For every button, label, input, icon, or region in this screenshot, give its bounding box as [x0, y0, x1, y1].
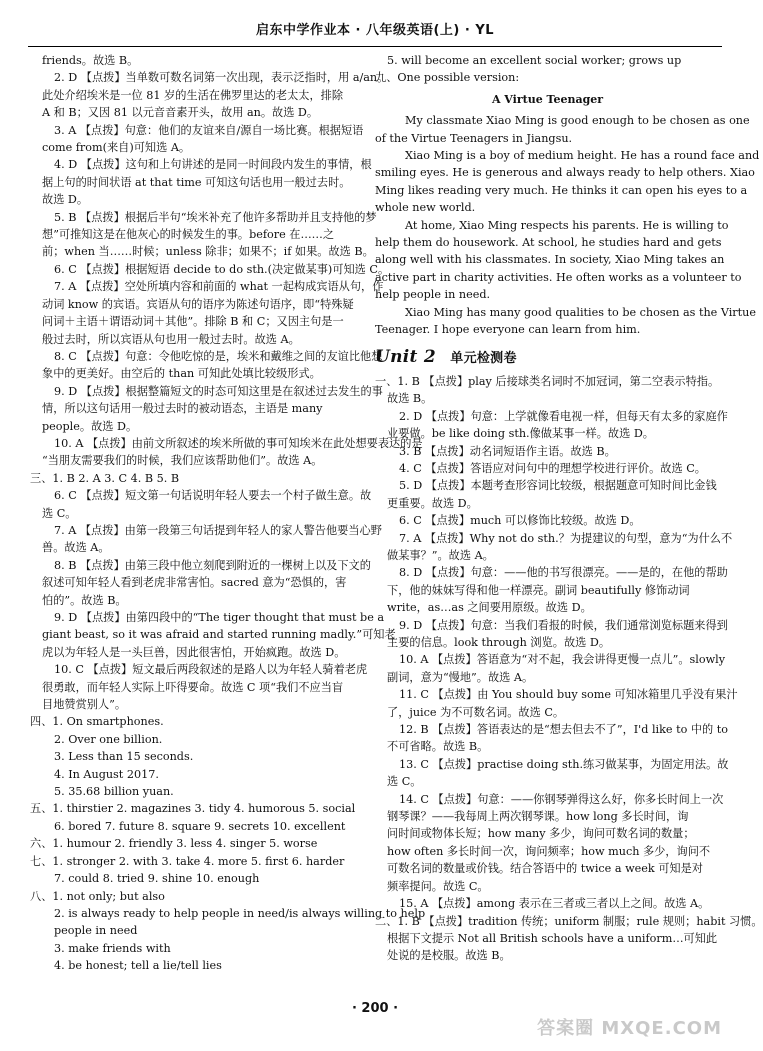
text-line: 动词 know 的宾语。宾语从句的语序为陈述句语序，即“特殊疑 [42, 297, 354, 311]
text-line: 副词，意为“慢地”。故选 A。 [387, 670, 534, 684]
text-line: come from(来自)可知选 A。 [42, 141, 191, 155]
text-line: 9. D 【点拨】由第四段中的“The tiger thought that must be a [54, 611, 385, 624]
text-line: 虎以为年轻人是一头巨兽，因此很害怕，开始疯跑。故选 D。 [42, 645, 346, 659]
text-line: 10. C 【点拨】短文最后两段叙述的是路人以为年轻人骑着老虎 [54, 663, 368, 677]
text-line: 般过去时，所以宾语从句也用一般过去时。故选 A。 [42, 332, 300, 346]
text-line: 2. D 【点拨】句意：上学就像看电视一样，但每天有太多的家庭作 [399, 409, 728, 423]
text-line: 2. Over one billion. [54, 732, 163, 746]
text-line: people。故选 D。 [42, 419, 138, 433]
text-line: 叙述可知年轻人看到老虎非常害怕。sacred 意为“恐惧的，害 [42, 576, 347, 590]
text-line: 六、1. humour 2. friendly 3. less 4. singer 5. worse [30, 837, 318, 851]
text-line: 四、1. On smartphones. [30, 715, 164, 729]
text-line: 兽。故选 A。 [42, 541, 110, 555]
text-line: 7. A 【点拨】空处所填内容和前面的 what 一起构成宾语从句，作 [54, 280, 384, 294]
text-line: 根据下文提示 Not all British schools have a uniform…可知此 [387, 931, 718, 945]
text-line: 11. C 【点拨】由 You should buy some 可知冰箱里几乎没有果汁 [399, 688, 738, 702]
text-line: 据上句的时间状语 at that time 可知这句话也用一般过去时。 [42, 175, 351, 189]
header-divider [28, 46, 722, 47]
text-line: 此处介绍埃米是一位 81 岁的生活在佛罗里达的老太太，排除 [42, 88, 344, 102]
text-line: giant beast, so it was afraid and started running madly.”可知老 [42, 628, 396, 642]
text-line: 9. D 【点拨】根据整篇短文的时态可知这里是在叙述过去发生的事 [54, 384, 383, 398]
text-line: 更重要。故选 D。 [387, 496, 478, 510]
text-line: write，as…as 之间要用原级。故选 D。 [387, 601, 592, 615]
essay-line: My classmate Xiao Ming is good enough to be chosen as one [405, 114, 750, 128]
text-line: friends。故选 B。 [42, 54, 139, 67]
text-line: 15. A 【点拨】among 表示在三者或三者以上之间。故选 A。 [399, 897, 710, 911]
text-line: 想”可推知这是在他灰心的时候发生的事。before 在……之 [42, 228, 335, 242]
unit-heading [375, 346, 720, 367]
text-line: 一、1. B 【点拨】play 后接球类名词时不加冠词，第二空表示特指。 [375, 374, 720, 388]
text-line: 九、One possible version: [375, 71, 520, 85]
text-line: 5. will become an excellent social worker; grows up [387, 54, 682, 67]
essay-title: A Virtue Teenager [491, 92, 604, 106]
text-line: 9. D 【点拨】句意：当我们看报的时候，我们通常浏览标题来得到 [399, 618, 728, 632]
text-line: 故选 B。 [387, 392, 433, 406]
text-line: 七、1. stronger 2. with 3. take 4. more 5. first 6. harder [30, 854, 345, 868]
text-line: 7. A 【点拨】由第一段第三句话提到年轻人的家人警告他要当心野 [54, 523, 382, 537]
text-line: 5. B 【点拨】根据后半句“埃米补充了他许多帮助并且支持他的梦 [54, 210, 377, 224]
text-line: 7. could 8. tried 9. shine 10. enough [54, 872, 260, 886]
text-line: 12. B 【点拨】答语表达的是“想去但去不了”，I'd like to 中的 to [399, 723, 729, 737]
text-line: 问词＋主语＋谓语动词＋其他”。排除 B 和 C；又因主句是一 [42, 315, 344, 329]
essay-line: Ming likes reading very much. He thinks it can open his eyes to a [375, 183, 748, 197]
text-line: 10. A 【点拨】答语意为“对不起，我会讲得更慢一点儿”。slowly [399, 653, 726, 667]
watermark-logo: 答案圈 MXQE.COM [537, 1017, 722, 1039]
text-line: 象中的更美好。由空后的 than 可知此处填比较级形式。 [42, 367, 321, 381]
text-line: 3. B 【点拨】动名词短语作主语。故选 B。 [399, 444, 616, 458]
text-line: 情，所以这句话用一般过去时的被动语态，主语是 many [42, 402, 323, 416]
text-line: 了，juice 为不可数名词。故选 C。 [387, 705, 565, 719]
text-line: 3. A 【点拨】句意：他们的友谊来自/源自一场比赛。根据短语 [54, 123, 364, 137]
essay-line: At home, Xiao Ming respects his parents. He is willing to [405, 218, 729, 232]
text-line: 10. A 【点拨】由前文所叙述的埃米所做的事可知埃米在此处想要表达的是 [54, 436, 423, 450]
essay-line: whole new world. [375, 201, 476, 215]
text-line: 4. In August 2017. [54, 767, 159, 781]
right-column [375, 52, 763, 965]
text-line: 目地赞赏别人”。 [42, 698, 127, 712]
text-line: 二、1. B 【点拨】tradition 传统；uniform 制服；rule 规则；habit 习惯。 [375, 914, 763, 928]
text-line: 处说的是校服。故选 B。 [387, 949, 511, 963]
text-line: people in need [54, 924, 138, 938]
page-header: 启东中学作业本 · 八年级英语(上) · YL [255, 23, 495, 38]
text-line: 3. Less than 15 seconds. [54, 750, 194, 764]
essay-line: along well with his classmates. In society, Xiao Ming takes an [375, 253, 725, 267]
text-line: 不可省略。故选 B。 [387, 740, 489, 754]
text-line: 选 C。 [387, 775, 422, 789]
text-line: 主要的信息。look through 浏览。故选 D。 [387, 636, 611, 649]
text-line: how often 多长时间一次，询问频率；how much 多少，询问不 [387, 844, 711, 858]
text-line: 2. is always ready to help people in need/is always willing to help [54, 906, 426, 920]
text-line: 业要做。be like doing sth.像做某事一样。故选 D。 [387, 427, 654, 441]
text-line: 8. B 【点拨】由第三段中他立刻爬到附近的一棵树上以及下文的 [54, 558, 371, 572]
essay-line: Xiao Ming is a boy of medium height. He has a round face and [405, 149, 760, 163]
text-line: 7. A 【点拨】Why not do sth.？为提建议的句型，意为“为什么不 [399, 531, 733, 545]
text-line: 4. be honest; tell a lie/tell lies [54, 959, 222, 973]
text-line: 故选 D。 [42, 193, 89, 207]
text-line: 可数名词的数量或价钱。结合答语中的 twice a week 可知是对 [387, 862, 703, 876]
essay-line: active part in charity activities. He often works as a volunteer to [375, 270, 742, 284]
unit-title: Unit 2 [375, 346, 437, 367]
text-line: 频率提问。故选 C。 [387, 879, 489, 893]
text-line: 前；when 当……时候；unless 除非；如果不；if 如果。故选 B。 [42, 245, 374, 259]
text-line: 4. D 【点拨】这句和上句讲述的是同一时间段内发生的事情，根 [54, 158, 372, 172]
text-line: 5. D 【点拨】本题考查形容词比较级，根据题意可知时间比金钱 [399, 479, 717, 493]
unit-subtitle: 单元检测卷 [450, 350, 517, 366]
text-line: 2. D 【点拨】当单数可数名词第一次出现，表示泛指时，用 a/an。 [54, 71, 389, 85]
text-line: 8. C 【点拨】句意：令他吃惊的是，埃米和戴维之间的友谊比他想 [54, 349, 383, 363]
text-line: 3. make friends with [54, 941, 171, 955]
text-line: 4. C 【点拨】答语应对问句中的理想学校进行评价。故选 C。 [399, 461, 706, 475]
text-line: 6. C 【点拨】much 可以修饰比较级。故选 D。 [399, 514, 641, 528]
essay-line: smiling eyes. He is generous and always ready to help others. Xiao [375, 166, 755, 180]
essay-line: Xiao Ming has many good qualities to be chosen as the Virtue [405, 305, 756, 319]
text-line: 6. C 【点拨】短文第一句话说明年轻人要去一个村子做生意。故 [54, 489, 372, 503]
text-line: 8. D 【点拨】句意：——他的书写很漂亮。——是的，在他的帮助 [399, 566, 728, 580]
essay-line: help people in need. [375, 288, 491, 302]
text-line: 三、1. B 2. A 3. C 4. B 5. B [30, 471, 180, 485]
text-line: 6. C 【点拨】根据短语 decide to do sth.(决定做某事)可知选 C。 [54, 262, 390, 276]
text-line: 钢琴课？——我每周上两次钢琴课。how long 多长时间，询 [387, 810, 689, 824]
text-line: 下，他的妹妹写得和他一样漂亮。副词 beautifully 修饰动词 [387, 583, 690, 597]
essay-body [375, 112, 760, 338]
right-intro [375, 52, 720, 87]
text-line: 13. C 【点拨】practise doing sth.练习做某事，为固定用法。故 [399, 757, 729, 771]
text-line: 怕的”。故选 B。 [42, 593, 127, 607]
essay-line: of the Virtue Teenagers in Jiangsu. [375, 131, 573, 145]
essay-line: help them do housework. At school, he studies hard and gets [375, 236, 722, 250]
page-number: · 200 · [351, 1001, 399, 1016]
text-line: A 和 B；又因 81 以元音音素开头，故用 an。故选 D。 [42, 106, 319, 120]
text-line: 选 C。 [42, 506, 77, 520]
essay-line: Teenager. I hope everyone can learn from him. [375, 323, 641, 337]
text-line: 5. 35.68 billion yuan. [54, 785, 174, 799]
text-line: 五、1. thirstier 2. magazines 3. tidy 4. humorous 5. social [30, 802, 356, 816]
text-line: 八、1. not only; but also [30, 889, 165, 903]
text-line: 14. C 【点拨】句意：——你钢琴弹得这么好，你多长时间上一次 [399, 792, 724, 806]
text-line: 很勇敢，而年轻人实际上吓得要命。故选 C 项“我们不应当盲 [42, 680, 344, 694]
text-line: 问时间或物体长短；how many 多少，询问可数名词的数量； [387, 827, 695, 841]
text-line: 做某事？”。故选 A。 [387, 548, 494, 562]
text-line: 6. bored 7. future 8. square 9. secrets 10. excellent [54, 819, 346, 833]
text-line: “当朋友需要我们的时候，我们应该帮助他们”。故选 A。 [42, 454, 323, 468]
right-answers [375, 373, 763, 965]
